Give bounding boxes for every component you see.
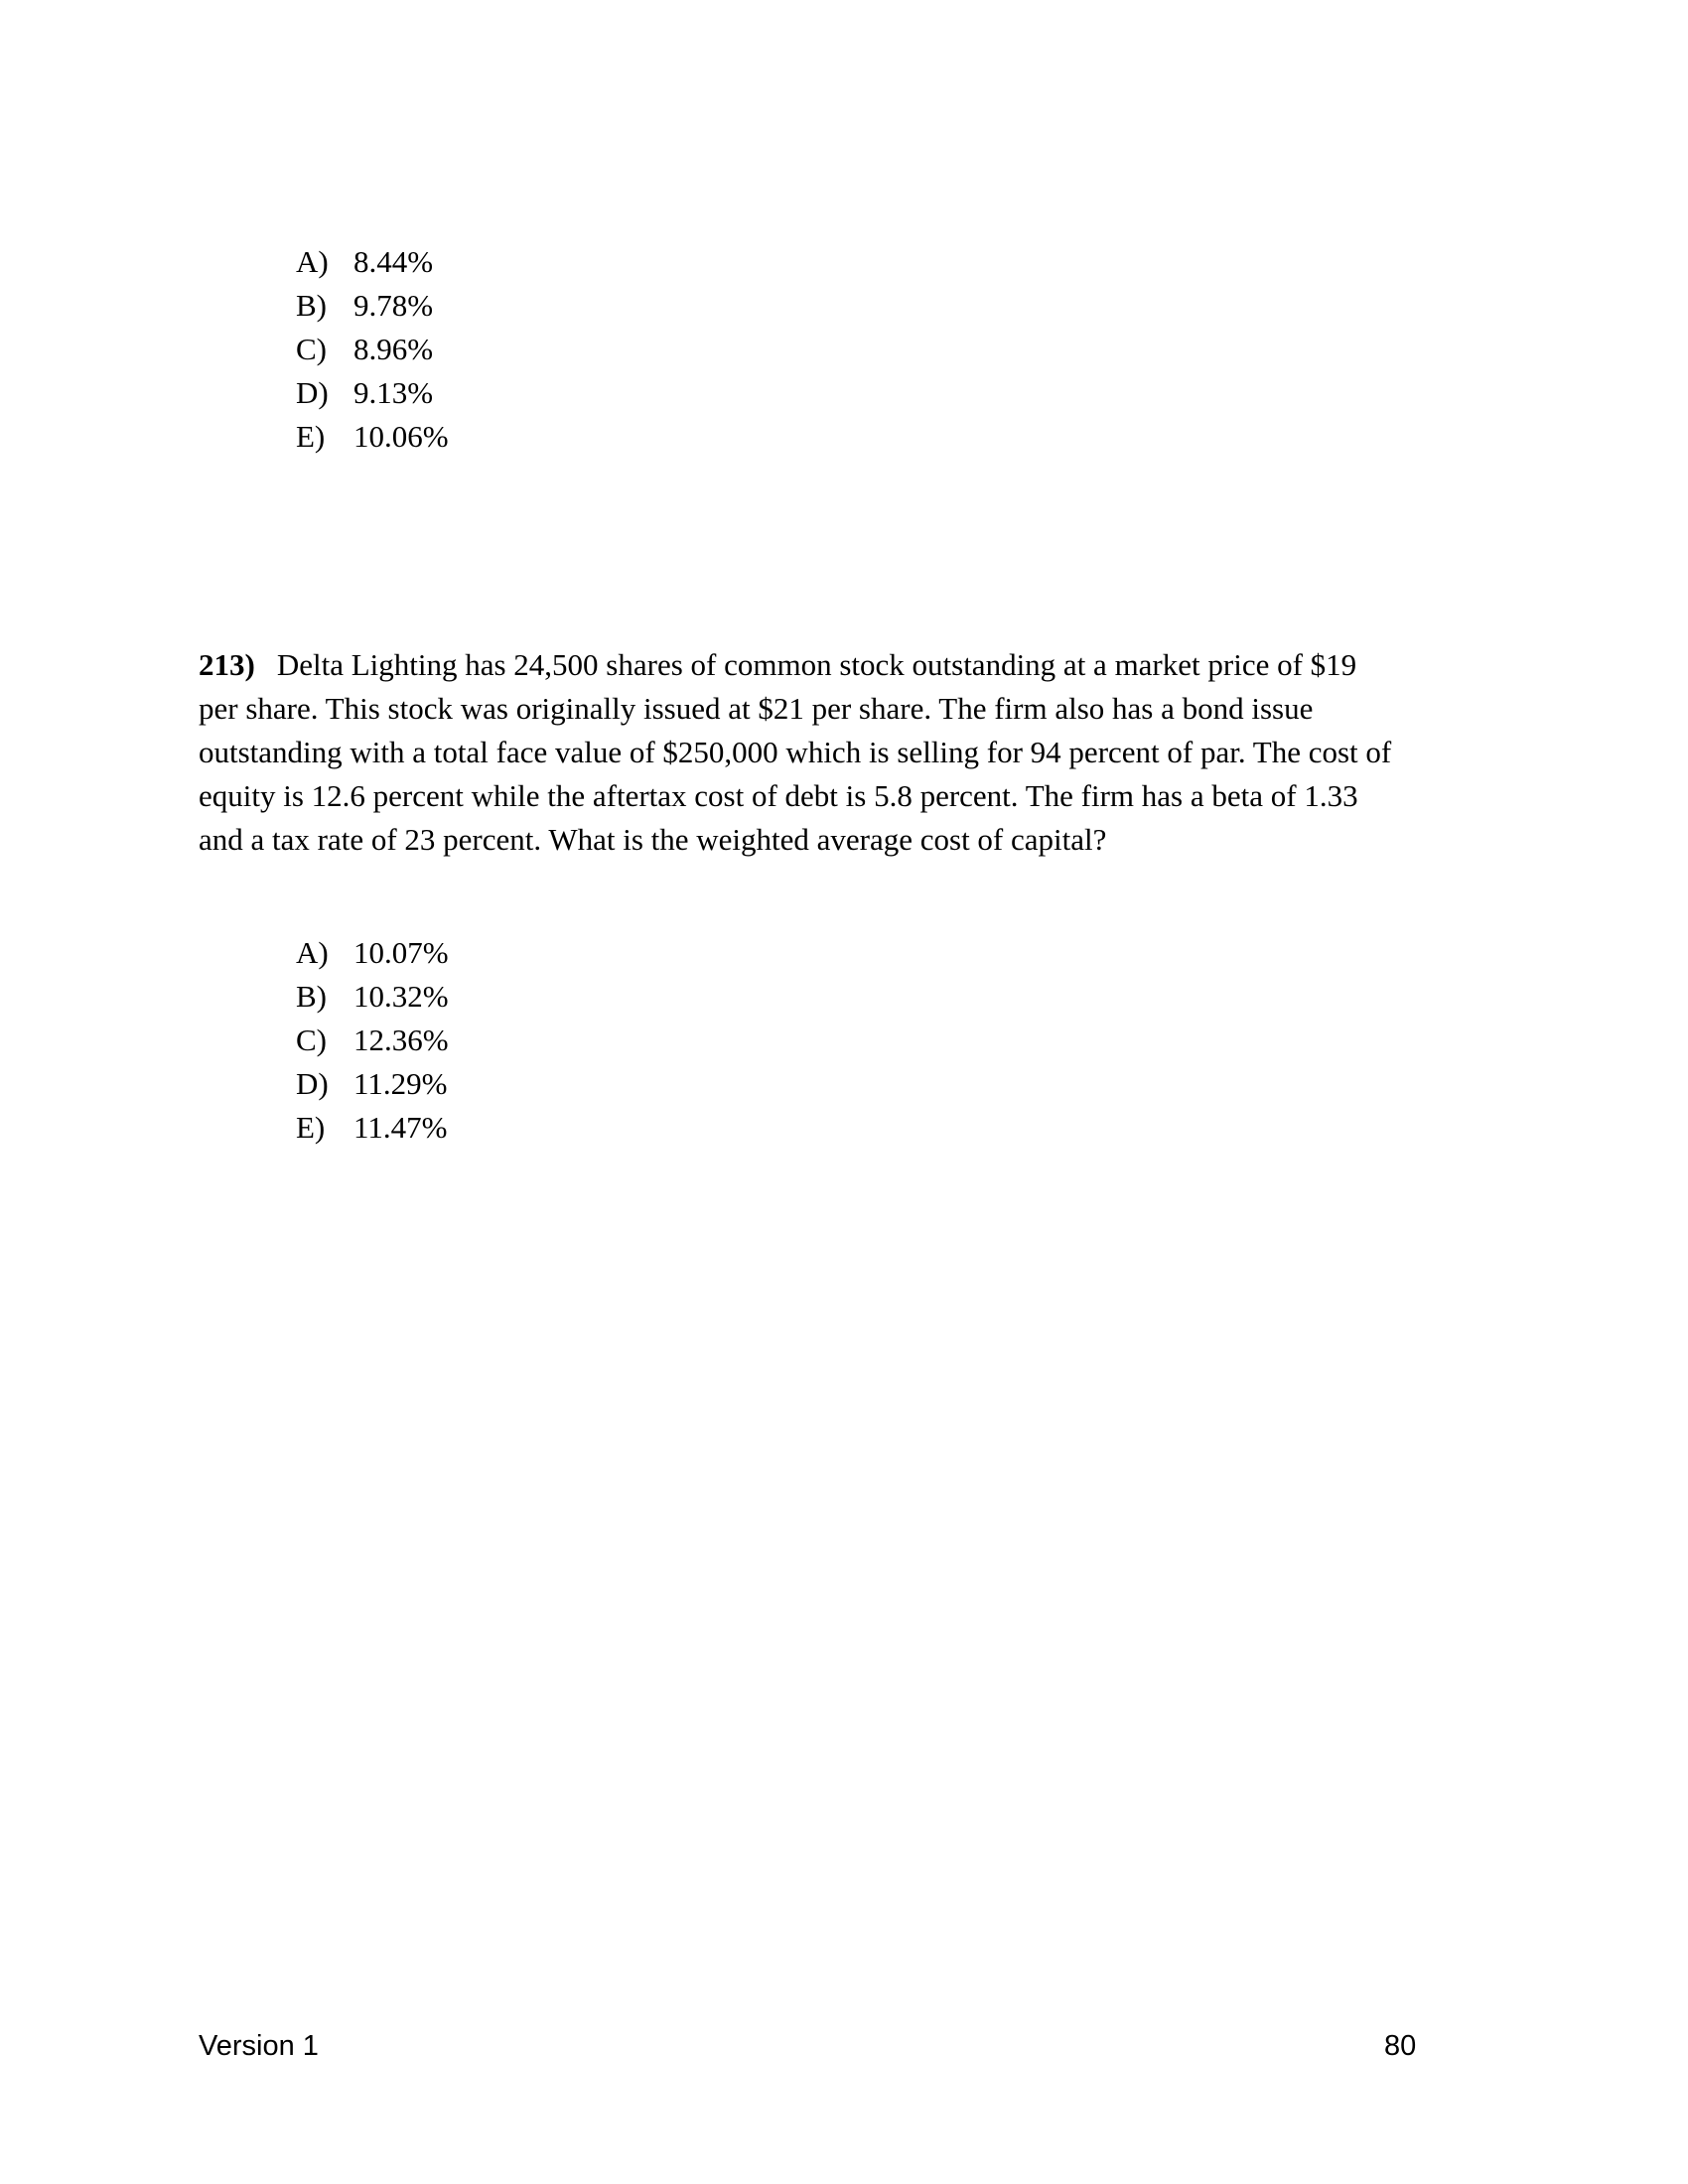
option-letter: E) [296, 1110, 326, 1145]
option-value: 9.78% [353, 288, 434, 323]
footer-version: Version 1 [199, 2030, 319, 2062]
option-c [296, 1019, 449, 1062]
question-text-line: and a tax rate of 23 percent. What is the weighted average cost of capital? [199, 822, 1107, 857]
option-e [296, 1106, 449, 1150]
page-number: 80 [1384, 2030, 1417, 2062]
option-value: 12.36% [353, 1023, 449, 1057]
option-value: 10.06% [353, 419, 449, 454]
option-a [296, 931, 449, 975]
option-value: 10.32% [353, 979, 449, 1014]
option-value: 8.96% [353, 332, 434, 366]
option-value: 10.07% [353, 935, 449, 970]
question-text-line: Delta Lighting has 24,500 shares of common stock outstanding at a market price of $19 [276, 647, 1357, 682]
question-text-line: equity is 12.6 percent while the aftertax cost of debt is 5.8 percent. The firm has a beta of 1.33 [199, 778, 1358, 813]
option-c [296, 328, 449, 371]
option-letter: E) [296, 419, 326, 454]
option-letter: D) [296, 1066, 329, 1101]
option-letter: B) [296, 979, 327, 1014]
previous-question-options [296, 240, 449, 459]
question-213-options [296, 931, 449, 1150]
option-value: 9.13% [353, 375, 434, 410]
option-letter: A) [296, 244, 329, 279]
option-d [296, 371, 449, 415]
option-value: 8.44% [353, 244, 434, 279]
option-letter: D) [296, 375, 329, 410]
option-letter: A) [296, 935, 329, 970]
question-text-line: per share. This stock was originally issued at $21 per share. The firm also has a bond issue [199, 691, 1314, 726]
option-d [296, 1062, 449, 1106]
option-value: 11.29% [353, 1066, 448, 1101]
option-value: 11.47% [353, 1110, 448, 1145]
option-a [296, 240, 449, 284]
option-b [296, 284, 449, 328]
option-letter: B) [296, 288, 327, 323]
question-line-1 [199, 643, 1519, 687]
option-letter: C) [296, 1023, 327, 1057]
question-number: 213) [199, 647, 255, 682]
option-letter: C) [296, 332, 327, 366]
option-b [296, 975, 449, 1019]
option-e [296, 415, 449, 459]
question-text-line: outstanding with a total face value of $250,000 which is selling for 94 percent of par. The cost of [199, 735, 1392, 769]
question-213 [199, 643, 1519, 862]
